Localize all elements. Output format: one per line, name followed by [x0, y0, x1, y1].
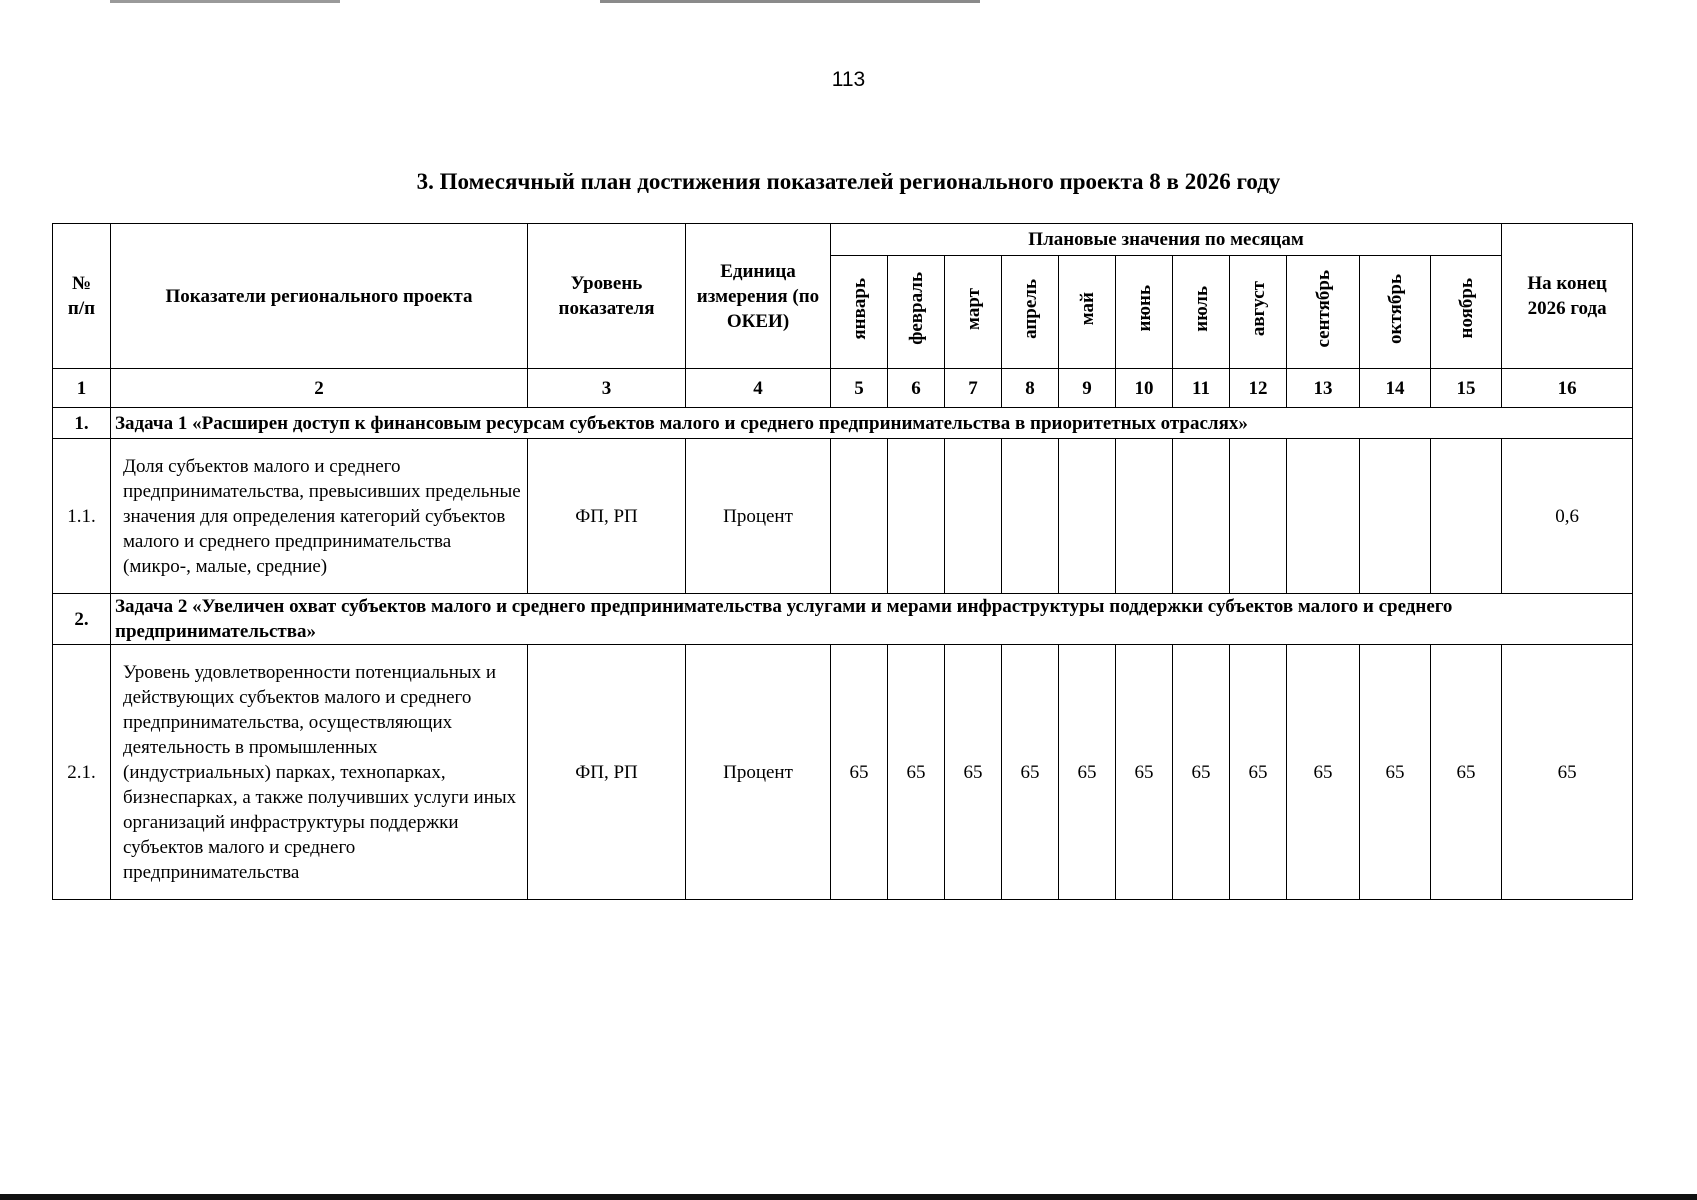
month-value: 65 [1116, 645, 1173, 900]
header-year-end: На конец 2026 года [1502, 224, 1633, 369]
month-value: 65 [1059, 645, 1116, 900]
col-num-5: 5 [831, 369, 888, 408]
indicator-level: ФП, РП [528, 645, 686, 900]
col-num-11: 11 [1173, 369, 1230, 408]
year-end-value: 0,6 [1502, 439, 1633, 594]
col-num-1: 1 [53, 369, 111, 408]
header-month-9: сентябрь [1312, 269, 1334, 348]
col-num-2: 2 [111, 369, 528, 408]
year-end-value: 65 [1502, 645, 1633, 900]
header-month-1: январь [848, 277, 870, 340]
col-num-16: 16 [1502, 369, 1633, 408]
column-numbers-row [53, 369, 1633, 408]
col-num-4: 4 [686, 369, 831, 408]
indicator-unit: Процент [686, 645, 831, 900]
month-value: 65 [1360, 645, 1431, 900]
header-month-4: апрель [1019, 278, 1041, 339]
header-monthly-group: Плановые значения по месяцам [831, 224, 1502, 256]
col-num-13: 13 [1287, 369, 1360, 408]
month-value [1059, 439, 1116, 594]
task-row-1 [53, 408, 1633, 439]
header-month-7: июль [1190, 285, 1212, 332]
month-value [1360, 439, 1431, 594]
header-month-10: октябрь [1384, 273, 1406, 344]
month-value: 65 [888, 645, 945, 900]
document-title: 3. Помесячный план достижения показателей регионального проекта 8 в 2026 году [416, 169, 1281, 194]
header-month-2: февраль [905, 272, 927, 345]
task-title: Задача 2 «Увеличен охват субъектов малого и среднего предпринимательства услугами и мерами инфраструктуры поддержки субъектов малого и среднего предпринимательства» [111, 594, 1633, 645]
header-month-3: март [962, 287, 984, 330]
indicator-row-2-1 [53, 645, 1633, 900]
month-value [945, 439, 1002, 594]
month-value [831, 439, 888, 594]
month-value: 65 [1431, 645, 1502, 900]
col-num-15: 15 [1431, 369, 1502, 408]
month-value: 65 [1173, 645, 1230, 900]
task-row-2 [53, 594, 1633, 645]
col-num-12: 12 [1230, 369, 1287, 408]
header-month-6: июнь [1133, 285, 1155, 332]
col-num-10: 10 [1116, 369, 1173, 408]
col-num-3: 3 [528, 369, 686, 408]
month-value: 65 [945, 645, 1002, 900]
task-number: 2. [53, 594, 111, 645]
task-title: Задача 1 «Расширен доступ к финансовым ресурсам субъектов малого и среднего предпринимательства в приоритетных отраслях» [111, 408, 1633, 439]
header-month-5: май [1076, 291, 1098, 326]
month-value [888, 439, 945, 594]
month-value [1173, 439, 1230, 594]
indicator-level: ФП, РП [528, 439, 686, 594]
header-level: Уровень показателя [528, 224, 686, 369]
header-row [53, 224, 1633, 256]
col-num-9: 9 [1059, 369, 1116, 408]
col-num-14: 14 [1360, 369, 1431, 408]
month-value [1002, 439, 1059, 594]
month-value: 65 [831, 645, 888, 900]
header-month-8: август [1247, 280, 1269, 337]
indicator-name: Уровень удовлетворенности потенциальных и действующих субъектов малого и среднего предпринимательства, осуществляющих деятельность в промышленных (индустриальных) парках, технопарках, бизнеспарках, а также получивших услуги иных организаций инфраструктуры поддержки субъектов малого и среднего предпринимательства [111, 645, 528, 900]
monthly-plan-table [52, 223, 1633, 900]
col-num-6: 6 [888, 369, 945, 408]
month-value [1230, 439, 1287, 594]
indicator-number: 2.1. [53, 645, 111, 900]
col-num-7: 7 [945, 369, 1002, 408]
indicator-unit: Процент [686, 439, 831, 594]
indicator-number: 1.1. [53, 439, 111, 594]
month-value [1287, 439, 1360, 594]
task-number: 1. [53, 408, 111, 439]
indicator-name: Доля субъектов малого и среднего предпринимательства, превысивших предельные значения для определения категорий субъектов малого и среднего предпринимательства (микро-, малые, средние) [111, 439, 528, 594]
col-num-8: 8 [1002, 369, 1059, 408]
month-value [1431, 439, 1502, 594]
month-value [1116, 439, 1173, 594]
header-month-11: ноябрь [1455, 278, 1477, 339]
month-value: 65 [1230, 645, 1287, 900]
scan-edge-bottom [0, 1194, 1697, 1200]
header-indicator: Показатели регионального проекта [111, 224, 528, 369]
header-num: № п/п [53, 224, 111, 369]
header-unit: Единица измерения (по ОКЕИ) [686, 224, 831, 369]
page-number: 113 [831, 68, 866, 91]
scan-edge-top [0, 0, 1697, 3]
indicator-row-1-1 [53, 439, 1633, 594]
month-value: 65 [1002, 645, 1059, 900]
month-value: 65 [1287, 645, 1360, 900]
